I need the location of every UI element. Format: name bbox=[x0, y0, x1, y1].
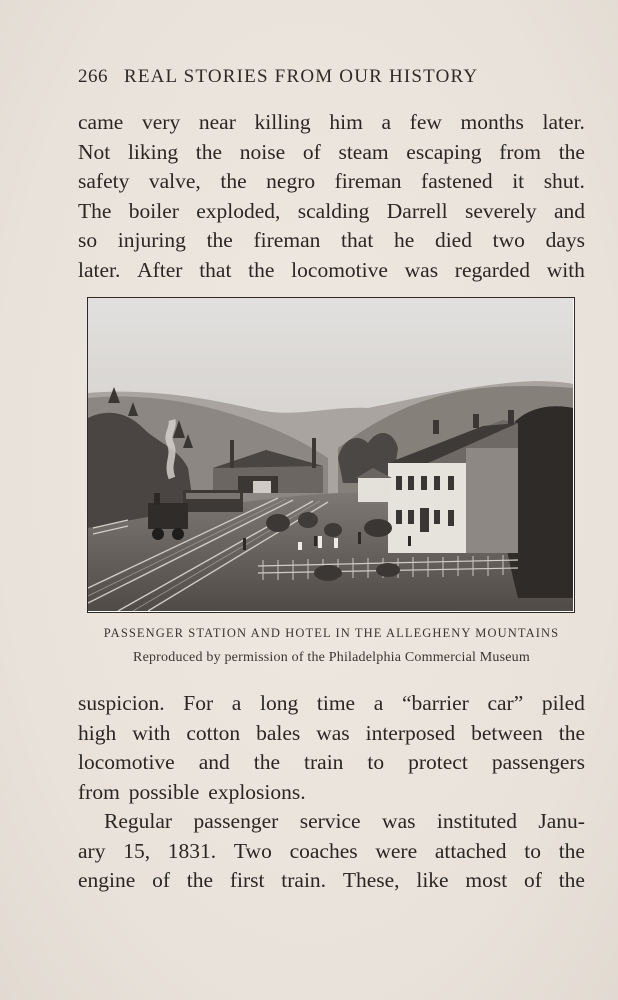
word: killing bbox=[254, 110, 311, 134]
text-line bbox=[78, 256, 585, 286]
word: train bbox=[304, 750, 344, 774]
word: time bbox=[316, 691, 356, 715]
word: fireman bbox=[253, 228, 321, 252]
word: cotton bbox=[186, 720, 241, 745]
word: Not bbox=[78, 139, 111, 164]
word: a bbox=[373, 691, 384, 715]
word: to bbox=[367, 750, 385, 774]
word: the bbox=[220, 169, 247, 193]
word: steam bbox=[338, 139, 389, 164]
word: protect bbox=[408, 750, 468, 774]
word: boiler bbox=[128, 198, 179, 223]
word: the bbox=[558, 720, 585, 745]
word: interposed bbox=[365, 720, 456, 745]
word: so bbox=[78, 228, 98, 252]
word: scalding bbox=[297, 198, 370, 223]
text-line bbox=[78, 719, 585, 749]
word: later. bbox=[78, 257, 121, 282]
word: 1831. bbox=[167, 838, 217, 863]
word: ary bbox=[78, 838, 106, 863]
engraving-image bbox=[88, 298, 573, 611]
word: the bbox=[558, 838, 585, 863]
word: first bbox=[229, 868, 265, 892]
word: regarded bbox=[454, 257, 530, 282]
word: fastened bbox=[421, 169, 493, 193]
word: escaping bbox=[406, 139, 482, 164]
word: with bbox=[132, 720, 171, 745]
word: high bbox=[78, 720, 117, 745]
word: it bbox=[512, 169, 525, 193]
page-number: 266 bbox=[78, 66, 108, 87]
illustration-station-hotel bbox=[87, 297, 575, 613]
figure-credit: Reproduced by permission of the Philadelphia Commercial Museum bbox=[133, 650, 530, 665]
word: most bbox=[465, 868, 508, 892]
word: a bbox=[381, 110, 391, 134]
word: later. bbox=[542, 110, 585, 134]
paragraph-bottom bbox=[78, 689, 585, 896]
word: engine bbox=[78, 868, 136, 892]
word: coaches bbox=[289, 838, 358, 863]
text-line bbox=[78, 807, 585, 837]
word: explosions. bbox=[208, 779, 306, 804]
word: and bbox=[553, 198, 585, 223]
word: safety bbox=[78, 169, 130, 193]
word: of bbox=[302, 139, 321, 164]
text-line bbox=[78, 167, 585, 197]
word: months bbox=[460, 110, 524, 134]
word: near bbox=[198, 110, 236, 134]
figure-caption: PASSENGER STATION AND HOTEL IN THE ALLEGHENY MOUNTAINS bbox=[103, 626, 560, 640]
word: severely bbox=[464, 198, 537, 223]
text-line bbox=[78, 108, 585, 138]
running-title: REAL STORIES FROM OUR HISTORY bbox=[123, 66, 479, 87]
word: was bbox=[382, 809, 416, 833]
word: the bbox=[248, 257, 275, 282]
word: the bbox=[195, 139, 223, 164]
word: few bbox=[409, 110, 442, 134]
word: Janu- bbox=[538, 809, 585, 833]
word: liking bbox=[127, 139, 179, 164]
word: The bbox=[78, 198, 112, 223]
word: locomotive bbox=[291, 257, 388, 282]
word: valve, bbox=[148, 169, 201, 193]
text-line bbox=[78, 837, 585, 867]
word: two bbox=[492, 228, 525, 252]
text-line bbox=[78, 689, 585, 719]
word: very bbox=[142, 110, 181, 134]
word: car” bbox=[487, 691, 524, 715]
word: “barrier bbox=[401, 691, 469, 715]
word: Two bbox=[233, 838, 272, 863]
word: the bbox=[558, 868, 585, 892]
word: came bbox=[78, 110, 124, 134]
word: possible bbox=[128, 779, 200, 804]
word: train. bbox=[281, 868, 327, 892]
word: to bbox=[524, 838, 541, 863]
word: of bbox=[523, 868, 542, 892]
text-line bbox=[78, 748, 585, 778]
word: These, bbox=[342, 868, 400, 892]
word: noise bbox=[239, 139, 286, 164]
word: For bbox=[183, 691, 214, 715]
word: Regular bbox=[104, 809, 173, 833]
word: were bbox=[375, 838, 418, 863]
word: days bbox=[545, 228, 585, 252]
word: like bbox=[416, 868, 449, 892]
text-line bbox=[78, 866, 585, 896]
word: from bbox=[499, 139, 541, 164]
word: attached bbox=[434, 838, 507, 863]
text-line bbox=[78, 197, 585, 227]
word: the bbox=[186, 868, 214, 892]
word: with bbox=[546, 257, 585, 282]
word: bales bbox=[256, 720, 301, 745]
text-line bbox=[78, 778, 585, 808]
word: the bbox=[253, 750, 281, 774]
word: exploded, bbox=[196, 198, 281, 223]
word: from bbox=[78, 779, 120, 804]
word: a bbox=[231, 691, 242, 715]
word: piled bbox=[541, 691, 585, 715]
word: locomotive bbox=[78, 750, 175, 774]
word: injuring bbox=[117, 228, 186, 252]
word: 15, bbox=[123, 838, 151, 863]
word: of bbox=[152, 868, 171, 892]
text-line bbox=[78, 226, 585, 256]
word: suspicion. bbox=[78, 691, 165, 715]
word: fireman bbox=[334, 169, 402, 193]
word: between bbox=[471, 720, 543, 745]
text-line bbox=[78, 138, 585, 168]
word: Darrell bbox=[386, 198, 448, 223]
running-header bbox=[78, 66, 548, 88]
word: After bbox=[137, 257, 183, 282]
word: he bbox=[393, 228, 415, 252]
word: passenger bbox=[193, 809, 279, 833]
word: passengers bbox=[491, 750, 585, 774]
word: him bbox=[329, 110, 363, 134]
word: negro bbox=[266, 169, 316, 193]
word: was bbox=[404, 257, 439, 282]
word: long bbox=[260, 691, 299, 715]
word: shut. bbox=[543, 169, 585, 193]
word: died bbox=[434, 228, 472, 252]
word: and bbox=[198, 750, 230, 774]
word: was bbox=[316, 720, 350, 745]
word: the bbox=[558, 139, 585, 164]
word: instituted bbox=[436, 809, 517, 833]
paragraph-top bbox=[78, 108, 585, 285]
word: that bbox=[199, 257, 232, 282]
word: that bbox=[341, 228, 374, 252]
word: service bbox=[299, 809, 361, 833]
word: the bbox=[206, 228, 233, 252]
